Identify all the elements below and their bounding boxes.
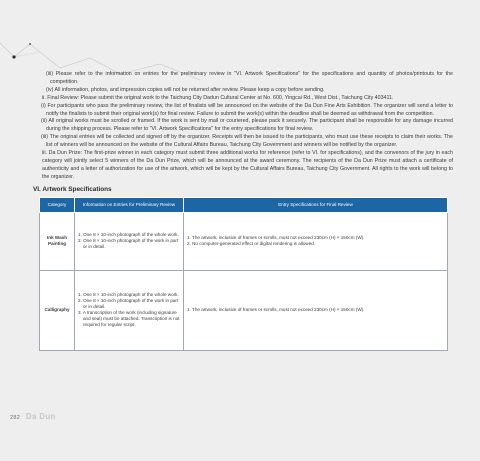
list-item: 1. One 8 × 10-inch photograph of the whole work. xyxy=(78,292,179,298)
table-row xyxy=(40,212,448,270)
table-header-row xyxy=(40,197,448,212)
document-body xyxy=(33,71,453,351)
preliminary-cell xyxy=(75,270,184,350)
artwork-specifications-table xyxy=(39,197,448,351)
final-cell xyxy=(184,212,448,270)
list-item: 2. No computer-generated effect or digital rendering is allowed. xyxy=(187,241,316,247)
section-heading: VI. Artwork Specifications xyxy=(33,185,112,193)
brand-mark: Da Dun xyxy=(25,412,56,421)
list-item: 1. The artwork, inclusive of frames or scrolls, must not exceed 230cm (H) × 150cm (W). xyxy=(187,307,365,313)
list-item: 2. One 8 × 10-inch photograph of the work in part or in detail. xyxy=(78,238,179,250)
paragraph: (iii) The original entries will be collected and signed off by the organizer. Receipts will then be issued to the participants, who must use these receipts to claim their works. The list of winners will be announced on the website of the Cultural Affairs Bureau, Taichung City Government and winners will be notified by the organizer. xyxy=(41,134,453,149)
list-item: 1. One 8 × 10-inch photograph of the whole work. xyxy=(78,232,179,238)
paragraph: (iv) All information, photos, and impression copies will not be returned after review. Please keep a copy before sending. xyxy=(46,86,325,93)
paragraph: ii. Final Review: Please submit the original work to the Taichung City Dadun Cultural Center at No. 600, Yingcai Rd., West Dist., Taichung City 403411. xyxy=(42,94,394,101)
category-cell: Ink Wash Painting xyxy=(40,212,75,270)
paragraph: (ii) All original works must be scrolled or framed. If the work is sent by mail or couriered, please pack it securely. The participant shall be responsible for any damage incurred during the shipping process. Please refer to "VI. Artwork Specifications" for the entry specifications for final review. xyxy=(41,118,453,133)
paragraph: iii. Da Dun Prize: The first-prize winner in each category must submit three additional works for reference (refer to VI. for specifications), and the convenors of the jury in each category will jointly select 5 winners of the Da Dun Prize, which will be announced at the award ceremony. The recipients of the Da Dun Prize must attach a certificate of authenticity and a letter of authorization for use of the artwork, which will be kept by the Cultural Affairs Bureau, Taichung City Government. All rights to the work will belong to the organizer. xyxy=(42,150,453,180)
column-header-category: Category xyxy=(40,197,75,212)
column-header-final: Entry Specifications for Final Review xyxy=(184,197,448,212)
column-header-preliminary: Information on Entries for Preliminary Review xyxy=(75,197,184,212)
paragraph: (i) For participants who pass the preliminary review, the list of finalists will be announced on the website of the Da Dun Fine Arts Exhibition. The organizer will send a letter to notify the finalists to submit their original work(s) for final review. Failure to submit the work(s) within the deadline shall be deemed as withdrawal from the competition. xyxy=(41,102,453,117)
category-cell: Calligraphy xyxy=(40,270,75,350)
paragraph: (iii) Please refer to the information on entries for the preliminary review in "VI. Artwork Specifications" for the specifications and quantity of photos/printouts for the competition. xyxy=(46,71,453,85)
page-footer xyxy=(10,412,56,421)
list-item: 3. A transcription of the work (including signature and seal) must be attached. Transcription is not required for regular script. xyxy=(78,310,180,327)
page-number: 282 xyxy=(10,415,21,421)
list-item: 1. The artwork, inclusive of frames or scrolls, must not exceed 230cm (H) × 150cm (W). xyxy=(187,235,365,241)
table-row xyxy=(40,270,448,350)
preliminary-cell xyxy=(75,212,184,270)
list-item: 2. One 8 × 10-inch photograph of the work in part or in detail. xyxy=(78,298,179,310)
final-cell xyxy=(184,270,448,350)
